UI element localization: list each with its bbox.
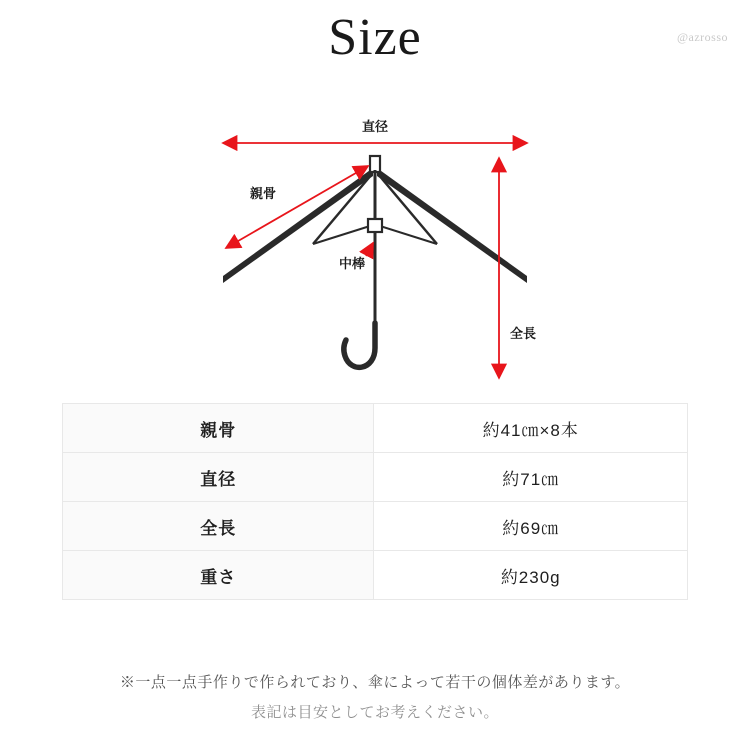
watermark: @azrosso [676,30,728,44]
umbrella-size-diagram [60,108,690,398]
shaft-dimension [339,243,373,271]
notes [0,668,750,728]
rib-label: 親骨 [249,186,277,201]
diameter-dimension [223,119,527,143]
note-line-primary: ※一点一点手作りで作られており、傘によって若干の個体差があります。 [119,674,631,691]
page-title: Size [328,9,422,66]
table-row [63,453,688,502]
diameter-label: 直径 [361,119,389,134]
spec-label: 親骨 [63,404,374,453]
table-row [63,404,688,453]
spec-value: 約41㎝×8本 [374,404,688,453]
spec-value: 約230g [374,551,688,600]
rib-dimension [226,166,368,248]
total-length-dimension [499,158,536,378]
spec-value: 約69㎝ [374,502,688,551]
total-length-label: 全長 [509,326,537,341]
spec-label: 全長 [63,502,374,551]
spec-table [62,403,688,600]
shaft-label: 中棒 [338,256,366,271]
spec-label: 直径 [63,453,374,502]
table-row [63,551,688,600]
table-row [63,502,688,551]
note-line-secondary: 表記は目安としてお考えください。 [250,704,499,721]
spec-label: 重さ [63,551,374,600]
spec-value: 約71㎝ [374,453,688,502]
